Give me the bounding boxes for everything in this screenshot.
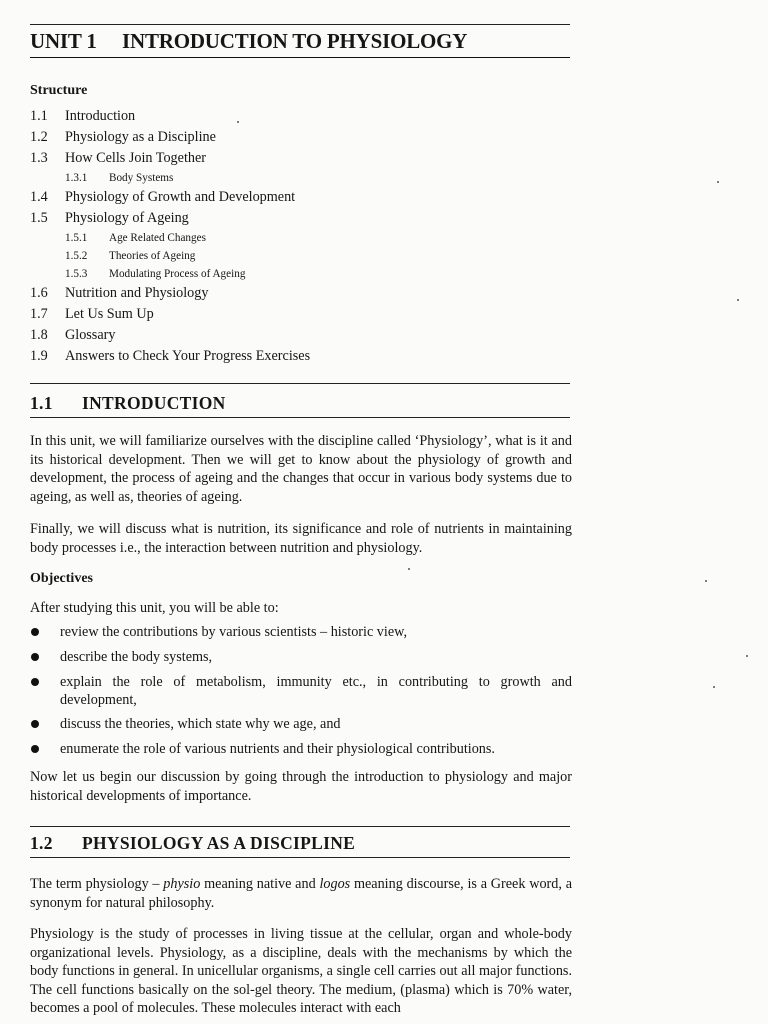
toc-title: Let Us Sum Up <box>65 306 154 322</box>
unit-title-text: INTRODUCTION TO PHYSIOLOGY <box>122 29 468 53</box>
section-1-1-top-rule <box>30 383 570 384</box>
toc-number: 1.5.1 <box>65 232 88 244</box>
section-1-1-bottom-rule <box>30 417 570 418</box>
toc-title: Glossary <box>65 327 116 343</box>
toc-number: 1.3 <box>30 150 48 166</box>
list-item: explain the role of metabolism, immunity etc., in contributing to growth and development, <box>30 673 572 715</box>
toc-number: 1.7 <box>30 306 48 322</box>
toc-title: Modulating Process of Ageing <box>109 268 246 280</box>
toc-title: Age Related Changes <box>109 232 206 244</box>
intro-closing-paragraph: Now let us begin our discussion by going through the introduction to physiology and major historical developments of importance. <box>30 769 572 804</box>
list-item <box>30 169 570 187</box>
list-item <box>30 346 570 367</box>
toc-title: How Cells Join Together <box>65 150 207 166</box>
unit-number: UNIT 1 <box>30 29 97 53</box>
toc-number: 1.5.3 <box>65 268 88 280</box>
bullet-icon <box>31 745 39 753</box>
toc-number: 1.6 <box>30 285 48 301</box>
section-heading-physiology-discipline <box>30 833 355 854</box>
toc-title: Physiology of Ageing <box>65 210 189 226</box>
toc-number: 1.9 <box>30 348 48 364</box>
physiology-paragraph-2: Physiology is the study of processes in living tissue at the cellular, organ and whole-body organizational levels. Physiology, as a discipline, deals with the mechanisms by which the body functions in general. In unicellular organisms, a single cell carries out all major functions. The cell functions basically on the sol-gel theory. The medium, (plasma) which is 70% water, becomes a pool of molecules. These molecules interact with each <box>30 926 572 1016</box>
section-title: PHYSIOLOGY AS A DISCIPLINE <box>82 833 356 853</box>
structure-heading: Structure <box>30 83 88 98</box>
toc-title: Introduction <box>65 108 136 124</box>
bullet-icon <box>31 628 39 636</box>
toc-number: 1.1 <box>30 108 48 124</box>
objectives-heading: Objectives <box>30 571 93 586</box>
bullet-icon <box>31 653 39 661</box>
section-heading-introduction <box>30 393 226 414</box>
section-title: INTRODUCTION <box>82 393 226 413</box>
table-of-contents <box>30 106 570 367</box>
scan-speck <box>705 580 707 582</box>
unit-title-rule <box>30 57 570 58</box>
physiology-paragraph-1: The term physiology – physio meaning native and logos meaning discourse, is a Greek word, a synonym for natural philosophy. <box>30 876 572 911</box>
section-number: 1.2 <box>30 833 53 853</box>
toc-number: 1.3.1 <box>65 172 88 184</box>
unit-title <box>30 29 467 54</box>
toc-title: Physiology as a Discipline <box>65 129 216 145</box>
toc-title: Nutrition and Physiology <box>65 285 209 301</box>
list-item <box>30 187 570 208</box>
toc-number: 1.5.2 <box>65 250 88 262</box>
scan-speck <box>746 655 748 657</box>
list-item <box>30 148 570 169</box>
toc-number: 1.5 <box>30 210 48 226</box>
scan-speck <box>717 181 719 183</box>
scan-speck <box>737 299 739 301</box>
list-item: discuss the theories, which state why we age, and <box>30 715 572 740</box>
scan-speck <box>408 568 410 570</box>
list-item: describe the body systems, <box>30 648 572 673</box>
toc-number: 1.2 <box>30 129 48 145</box>
toc-title: Answers to Check Your Progress Exercises <box>65 348 311 364</box>
toc-number: 1.4 <box>30 189 48 205</box>
list-item: review the contributions by various scientists – historic view, <box>30 623 572 648</box>
intro-paragraph-1: In this unit, we will familiarize ourselves with the discipline called ‘Physiology’, what is it and its historical development. Then we will get to know about the physiology of growth and development, the process of ageing and the changes that occur in various body systems due to ageing, as well as, theories of ageing. <box>30 433 572 505</box>
list-item <box>30 304 570 325</box>
toc-title: Physiology of Growth and Development <box>65 189 296 205</box>
bullet-icon <box>31 678 39 686</box>
objectives-list <box>30 623 572 765</box>
toc-title: Theories of Ageing <box>109 250 196 262</box>
objectives-intro: After studying this unit, you will be able to: <box>30 600 279 616</box>
list-item <box>30 127 570 148</box>
toc-number: 1.8 <box>30 327 48 343</box>
section-number: 1.1 <box>30 393 53 413</box>
scan-speck <box>237 121 239 123</box>
list-item <box>30 325 570 346</box>
bullet-icon <box>31 720 39 728</box>
toc-title: Body Systems <box>109 172 174 184</box>
section-1-2-bottom-rule <box>30 857 570 858</box>
intro-paragraph-2: Finally, we will discuss what is nutrition, its significance and role of nutrients in maintaining body processes i.e., the interaction between nutrition and physiology. <box>30 521 572 556</box>
list-item <box>30 229 570 247</box>
list-item <box>30 283 570 304</box>
section-1-2-top-rule <box>30 826 570 827</box>
top-rule <box>30 24 570 25</box>
list-item: enumerate the role of various nutrients and their physiological contributions. <box>30 740 572 765</box>
list-item <box>30 208 570 229</box>
list-item <box>30 247 570 265</box>
list-item <box>30 265 570 283</box>
list-item <box>30 106 570 127</box>
scan-speck <box>713 686 715 688</box>
